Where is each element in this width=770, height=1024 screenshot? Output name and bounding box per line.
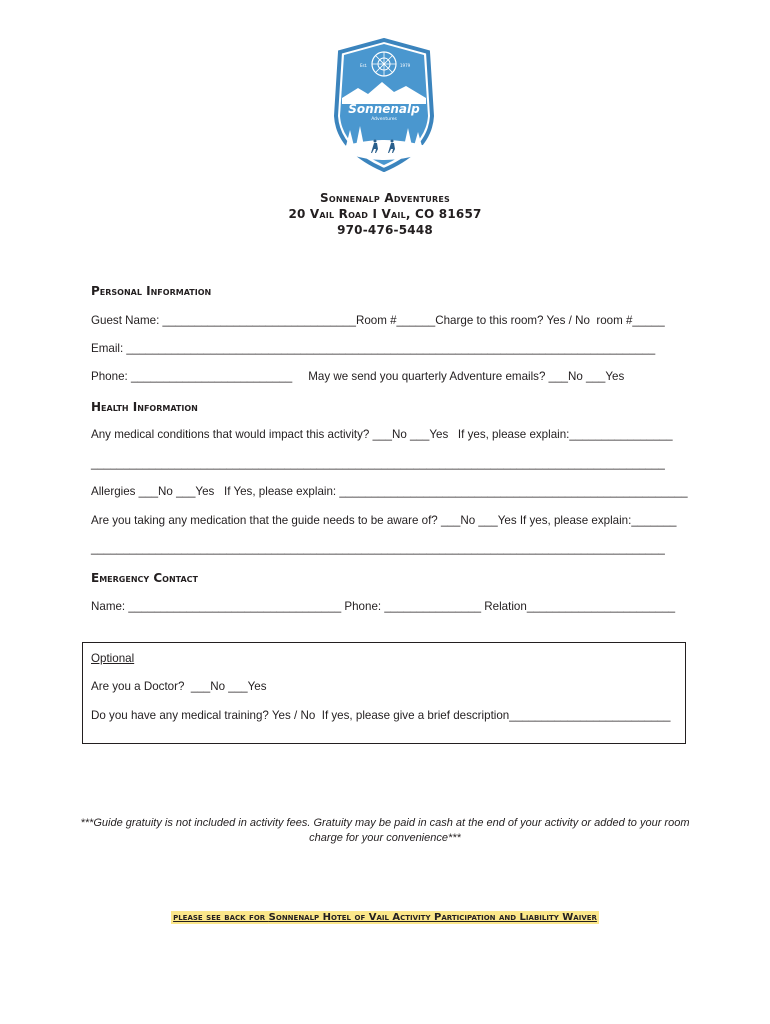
company-address: 20 Vail Road I Vail, CO 81657: [288, 207, 482, 221]
guest-name-line: Guest Name: ______________________________Room #______Charge to this room? Yes / No room #_____: [91, 314, 665, 327]
medical-explain-blank-line: _________________________________________________________________________________________: [91, 457, 665, 470]
logo-est-left: Est.: [360, 63, 368, 68]
optional-heading: Optional: [91, 652, 135, 665]
medical-training-line: Do you have any medical training? Yes / No If yes, please give a brief description_________________________: [91, 709, 671, 722]
gratuity-note: ***Guide gratuity is not included in activity fees. Gratuity may be paid in cash at the end of your activity or added to your room charge for your convenience***: [80, 817, 690, 844]
logo-est-right: 1979: [400, 63, 411, 68]
doctor-question-line: Are you a Doctor? ___No ___Yes: [91, 680, 267, 693]
back-note-prefix: please see back for: [173, 912, 269, 923]
medication-line: Are you taking any medication that the guide needs to be aware of? ___No ___Yes If yes, please explain:_______: [91, 514, 677, 527]
back-page-note: [0, 907, 770, 925]
phone-line: Phone: _________________________ May we send you quarterly Adventure emails? ___No ___Yes: [91, 370, 625, 383]
company-phone: 970-476-5448: [337, 223, 433, 237]
health-info-heading: Health Information: [91, 400, 198, 414]
emergency-contact-heading: Emergency Contact: [91, 571, 199, 585]
personal-info-heading: Personal Information: [91, 284, 212, 298]
medication-explain-blank-line: _________________________________________________________________________________________: [91, 542, 665, 555]
allergies-line: Allergies ___No ___Yes If Yes, please explain: ______________________________________________________: [91, 485, 688, 498]
document-header: [0, 190, 770, 238]
emergency-contact-line: Name: _________________________________ Phone: _______________ Relation_______________________: [91, 600, 676, 613]
logo-subtext: Adventures: [371, 117, 397, 122]
sonnenalp-adventures-logo: [330, 38, 438, 172]
optional-section-box: [82, 642, 686, 744]
company-name: Sonnenalp Adventures: [320, 191, 450, 205]
email-line: Email: __________________________________________________________________________________: [91, 342, 656, 355]
medical-conditions-line: Any medical conditions that would impact this activity? ___No ___Yes If yes, please explain:________________: [91, 428, 673, 441]
waiver-reference: Sonnenalp Hotel of Vail Activity Participation and Liability Waiver: [268, 912, 597, 923]
logo-wordmark: Sonnenalp: [348, 102, 420, 116]
